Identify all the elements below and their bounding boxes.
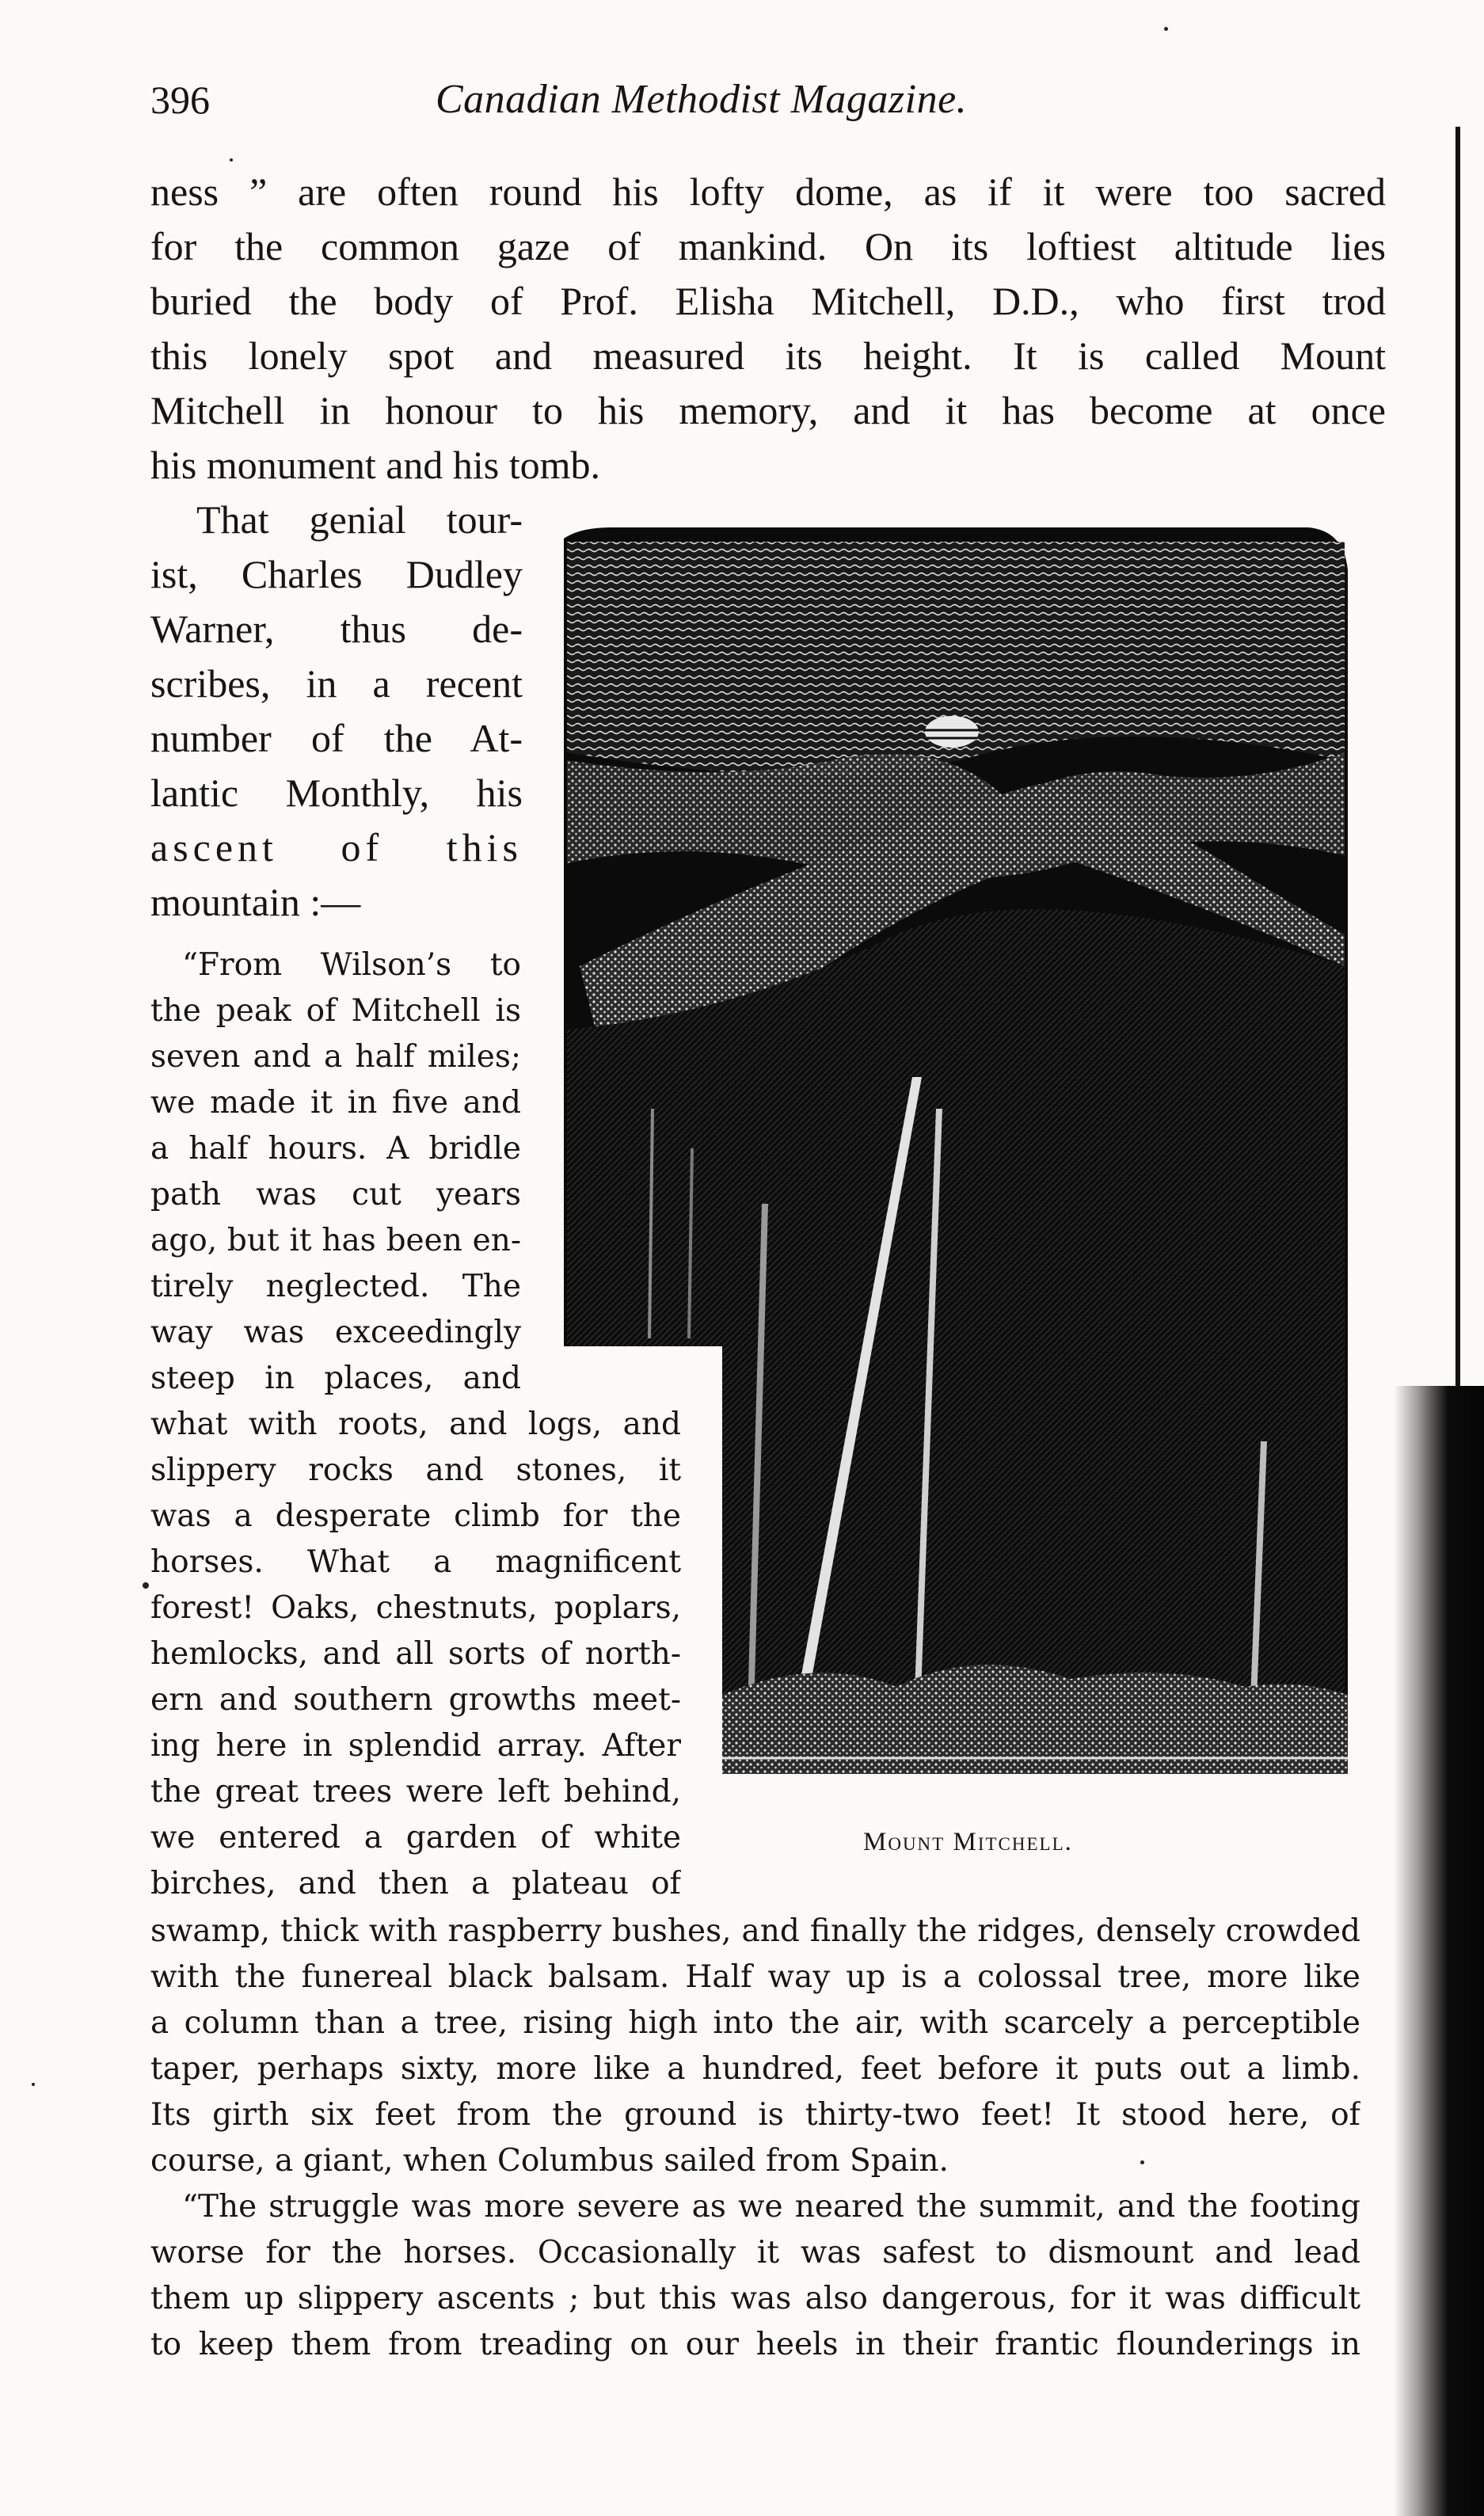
- text-line: ing here in splendid array. After: [150, 1728, 681, 1764]
- text-line: the peak of Mitchell is: [150, 993, 521, 1029]
- text-line: what with roots, and logs, and: [150, 1406, 681, 1442]
- text-line: Mitchell in honour to his memory, and it has become at once: [150, 388, 1386, 432]
- text-line: birches, and then a plateau of: [150, 1866, 681, 1901]
- sun: [925, 716, 979, 748]
- forest-mass: [567, 909, 1345, 1774]
- text-line: his monument and his tomb.: [150, 443, 601, 487]
- text-line: swamp, thick with raspberry bushes, and finally the ridges, densely crowded: [150, 1913, 1360, 1949]
- text-line: ist, Charles Dudley: [150, 552, 523, 596]
- text-line: That genial tour-: [196, 497, 523, 542]
- figure-caption: Mount Mitchell.: [863, 1828, 1073, 1856]
- text-line: ness ” are often round his lofty dome, as if it were too sacred: [150, 169, 1386, 214]
- paragraph-intro: [150, 493, 523, 930]
- text-line: Warner, thus de-: [150, 607, 523, 651]
- speck: [143, 1582, 149, 1589]
- running-header: [150, 76, 1180, 139]
- text-line: path was cut years: [150, 1177, 521, 1212]
- text-line: taper, perhaps sixty, more like a hundred, feet before it puts out a limb.: [150, 2051, 1360, 2087]
- text-line: ascent of this: [150, 825, 523, 870]
- engraving-svg: [564, 523, 1349, 1810]
- text-line: seven and a half miles;: [150, 1039, 521, 1075]
- text-line: for the common gaze of mankind. On its loftiest altitude lies: [150, 224, 1386, 268]
- speck: [1164, 27, 1168, 31]
- text-line: lantic Monthly, his: [150, 771, 523, 815]
- paragraph-top: [150, 165, 1386, 493]
- text-line: forest! Oaks, chestnuts, poplars,: [150, 1590, 681, 1626]
- text-line: way was exceedingly: [150, 1315, 521, 1350]
- text-line: them up slippery ascents ; but this was also dangerous, for it was difficult: [150, 2281, 1360, 2316]
- text-line: hemlocks, and all sorts of north-: [150, 1636, 681, 1672]
- running-title: Canadian Methodist Magazine.: [436, 77, 968, 122]
- text-line: to keep them from treading on our heels in their frantic flounderings in: [150, 2327, 1360, 2362]
- text-line: horses. What a magnificent: [150, 1544, 681, 1580]
- text-line: ern and southern growths meet-: [150, 1682, 681, 1718]
- text-line: we entered a garden of white: [150, 1820, 681, 1856]
- quote-full-width: [150, 1909, 1360, 2184]
- text-line: a column than a tree, rising high into the air, with scarcely a perceptible: [150, 2005, 1360, 2041]
- text-line: “From Wilson’s to: [182, 947, 521, 983]
- text-line: scribes, in a recent: [150, 661, 523, 706]
- text-line: we made it in five and: [150, 1085, 521, 1121]
- text-line: was a desperate climb for the: [150, 1498, 681, 1534]
- speck: [230, 158, 233, 162]
- page-edge-shadow: [1394, 1386, 1484, 2516]
- quote-narrow-column: [150, 942, 521, 1402]
- text-line: slippery rocks and stones, it: [150, 1452, 681, 1488]
- page-number: 396: [150, 78, 210, 122]
- text-line: the great trees were left behind,: [150, 1774, 681, 1810]
- text-line: course, a giant, when Columbus sailed from Spain.: [150, 2143, 949, 2179]
- text-line: worse for the horses. Occasionally it was safest to dismount and lead: [150, 2235, 1360, 2270]
- speck: [32, 2083, 35, 2086]
- text-line: ago, but it has been en-: [150, 1223, 521, 1258]
- text-line: number of the At-: [150, 716, 523, 760]
- text-line: with the funereal black balsam. Half way up is a colossal tree, more like: [150, 1959, 1360, 1995]
- text-line: this lonely spot and measured its height. It is called Mount: [150, 333, 1386, 378]
- text-line: mountain :—: [150, 880, 361, 924]
- text-line: a half hours. A bridle: [150, 1131, 521, 1167]
- mount-mitchell-engraving: [564, 523, 1349, 1810]
- quote-second-paragraph: [150, 2184, 1360, 2368]
- text-line: Its girth six feet from the ground is thirty-two feet! It stood here, of: [150, 2097, 1360, 2133]
- text-line: buried the body of Prof. Elisha Mitchell, D.D., who first trod: [150, 279, 1386, 323]
- text-line: tirely neglected. The: [150, 1269, 521, 1304]
- text-line: steep in places, and: [150, 1361, 521, 1396]
- text-line: “The struggle was more severe as we neared the summit, and the footing: [182, 2189, 1360, 2225]
